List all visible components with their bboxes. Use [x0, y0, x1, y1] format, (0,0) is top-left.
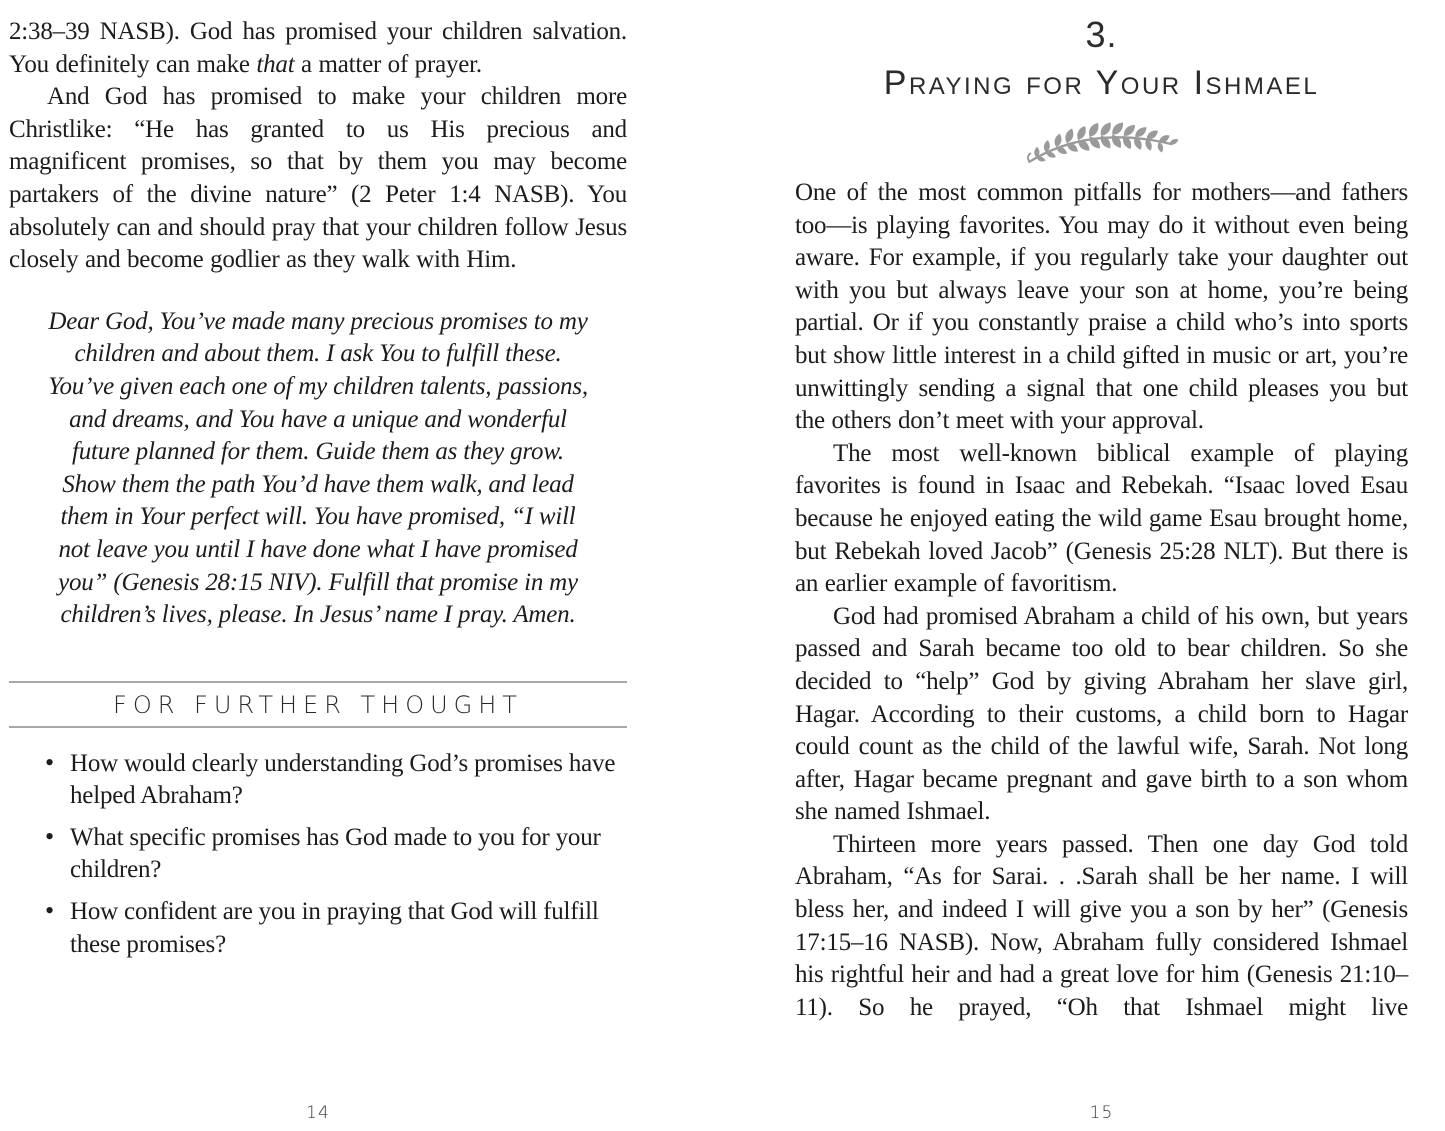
prayer-text: Dear God, You’ve made many precious promises to my children and about them. I ask You to fulfill these. You’ve given each one of my children talents, passions, and dreams, and You have a unique and wonderful future planned for them. Guide them as they grow. Show them the path You’d have them walk, and lead them in Your perfect will. You have promised, “I will not leave you until I have done what I have promised you” (Genesis 28:15 NIV). Fulfill that promise in my children’s lives, please. In Jesus’ name I pray. Amen. [48, 307, 588, 629]
paragraph-text: a matter of prayer. [294, 50, 482, 78]
for-further-thought-section [9, 681, 627, 728]
paragraph: Thirteen more years passed. Then one day God told Abraham, “As for Sarai. . .Sarah shall be her name. I will bless her, and indeed I will give you a son by her” (Genesis 17:15–16 NASB). Now, Abraham fully considered Ishmael his rightful heir and had a great love for him (Genesis 21:10–11). So he prayed, “Oh that Ishmael might live [795, 830, 1408, 1021]
chapter-number: 3. [1085, 14, 1118, 55]
chapter-body [795, 177, 1408, 1024]
book-page-left [9, 0, 627, 1131]
paragraph-text: 2:38–39 NASB). God has promised your children salvation. You definitely can make [9, 18, 627, 78]
emphasized-word: that [256, 50, 295, 78]
laurel-branch-icon [795, 113, 1408, 169]
paragraph: One of the most common pitfalls for mothers—and fathers too—is playing favorites. You may do it without even being aware. For example, if you regularly take your daughter out with you but always leave your son at home, you’re being partial. Or if you constantly praise a child who’s into sports but show little interest in a child gifted in music or art, you’re unwittingly sending a signal that one child pleases you but the others don’t meet with your approval. [795, 179, 1408, 435]
paragraph-continuation [9, 16, 627, 81]
paragraph: And God has promised to make your children more Christlike: “He has granted to us His precious and magnificent promises, so that by them you may become partakers of the divine nature” (2 Peter 1:4 NASB). You absolutely can and should pray that your children follow Jesus closely and become godlier as they walk with Him. [9, 83, 627, 274]
book-page-right [795, 0, 1408, 1131]
question-item: • How would clearly understanding God’s promises have helped Abraham? [9, 748, 627, 813]
question-item: • How confident are you in praying that God will fulfill these promises? [9, 896, 627, 961]
section-heading: FOR FURTHER THOUGHT [113, 690, 523, 719]
page-number-right: 15 [1089, 1103, 1114, 1123]
discussion-questions-list [9, 748, 627, 962]
question-item: • What specific promises has God made to you for your children? [9, 822, 627, 887]
chapter-title: Praying for Your Ishmael [883, 64, 1320, 102]
page-number-left: 14 [306, 1103, 330, 1123]
paragraph: God had promised Abraham a child of his own, but years passed and Sarah became too old to bear children. So she decided to “help” God by giving Abraham her slave girl, Hagar. According to their customs, a child born to Hagar could count as the child of the lawful wife, Sarah. Not long after, Hagar became pregnant and gave birth to a son whom she named Ishmael. [795, 602, 1408, 826]
paragraph: The most well-known biblical example of playing favorites is found in Isaac and Rebekah. “Isaac loved Esau because he enjoyed eating the wild game Esau brought home, but Rebekah loved Jacob” (Genesis 25:28 NLT). But there is an earlier example of favoritism. [795, 439, 1408, 598]
